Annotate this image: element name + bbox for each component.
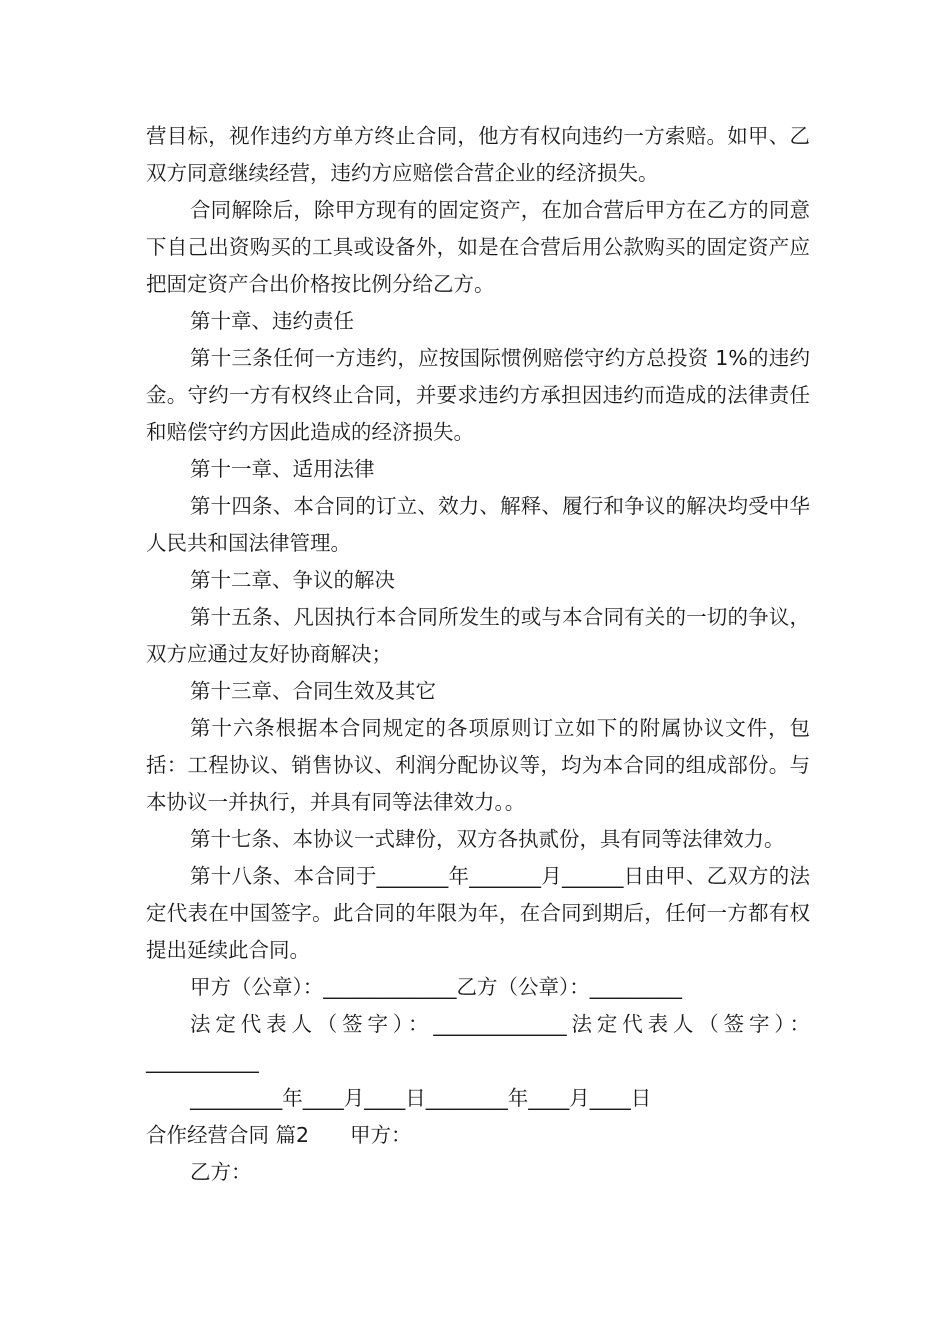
- article-13: 第十三条任何一方违约，应按国际惯例赔偿守约方总投资 1%的违约金。守约一方有权终止合同，并要求违约方承担因违约而造成的法律责任和赔偿守约方因此造成的经济损失。: [146, 346, 810, 444]
- article-14: 第十四条、本合同的订立、效力、解释、履行和争议的解决均受中华人民共和国法律管理。: [146, 494, 810, 555]
- signature-representative-line: 法定代表人（签字）：_____________法定代表人（签字）：___________: [146, 1012, 810, 1073]
- chapter-heading-11: 第十一章、适用法律: [190, 457, 375, 481]
- party-b-line: 乙方：: [190, 1160, 252, 1184]
- signature-seal-line: 甲方（公章）：_____________乙方（公章）：_________: [190, 975, 682, 999]
- chapter-heading-10: 第十章、违约责任: [190, 309, 354, 333]
- signature-date-line: _________年____月____日________年____月____日: [190, 1086, 652, 1110]
- chapter-heading-13: 第十三章、合同生效及其它: [190, 679, 436, 703]
- article-18: 第十八条、本合同于_______年_______月______日由甲、乙双方的法定代表在中国签字。此合同的年限为年，在合同到期后，任何一方都有权提出延续此合同。: [146, 864, 810, 962]
- paragraph-breach-continuation: 营目标，视作违约方单方终止合同，他方有权向违约一方索赔。如甲、乙双方同意继续经营，违约方应赔偿合营企业的经济损失。: [146, 124, 810, 185]
- article-16: 第十六条根据本合同规定的各项原则订立如下的附属协议文件，包括：工程协议、销售协议、利润分配协议等，均为本合同的组成部份。与本协议一并执行，并具有同等法律效力。。: [146, 716, 810, 814]
- chapter-heading-12: 第十二章、争议的解决: [190, 568, 395, 592]
- article-17: 第十七条、本协议一式肆份，双方各执贰份，具有同等法律效力。: [190, 827, 785, 851]
- paragraph-contract-termination: 合同解除后，除甲方现有的固定资产，在加合营后甲方在乙方的同意下自己出资购买的工具或设备外，如是在合营后用公款购买的固定资产应把固定资产合出价格按比例分给乙方。: [146, 198, 810, 296]
- document-body: [146, 118, 810, 1191]
- section-title-contract-2: 合作经营合同 篇2 甲方：: [146, 1123, 412, 1147]
- article-15: 第十五条、凡因执行本合同所发生的或与本合同有关的一切的争议，双方应通过友好协商解决；: [146, 605, 810, 666]
